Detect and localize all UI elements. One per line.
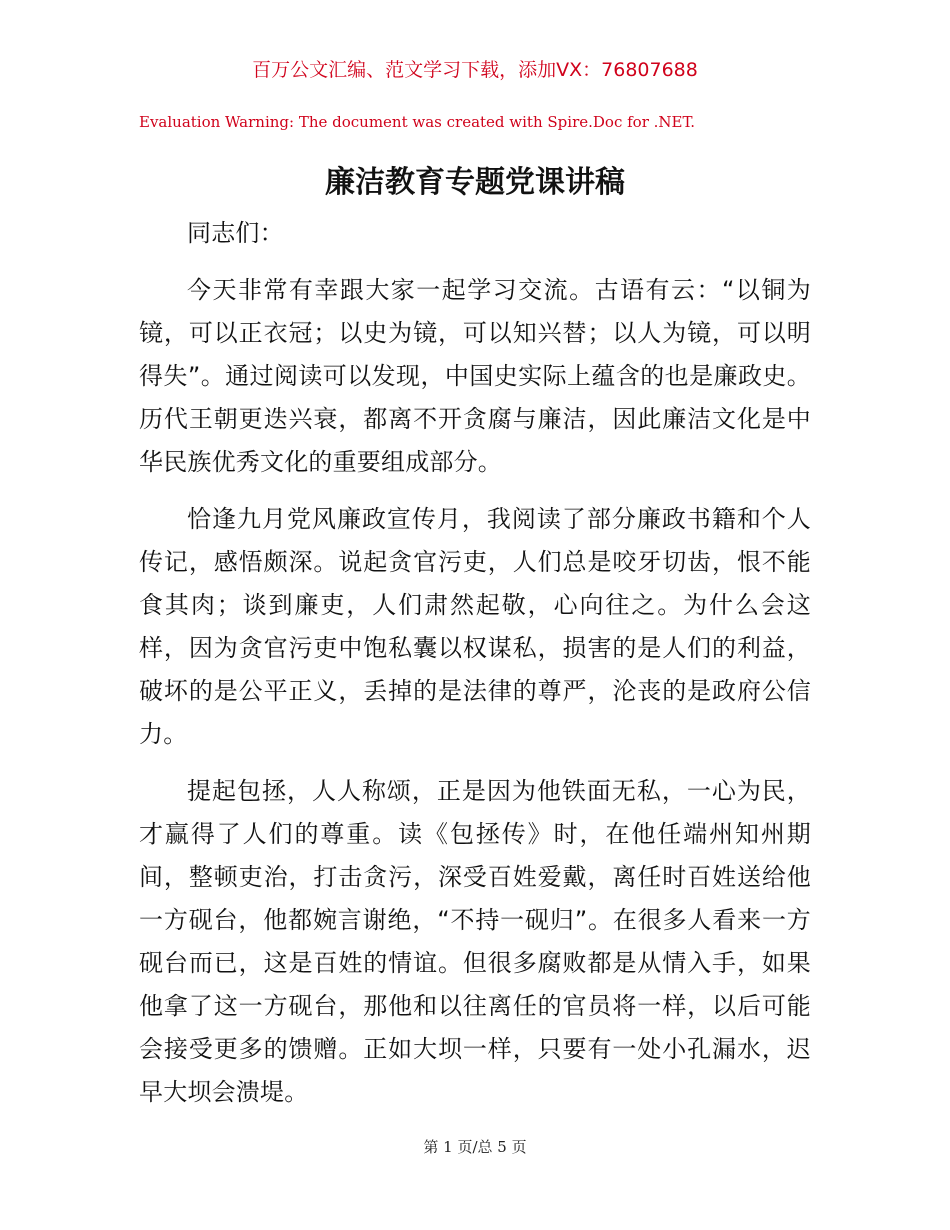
evaluation-warning: Evaluation Warning: The document was created with Spire.Doc for .NET.: [139, 113, 696, 131]
promo-header: 百万公文汇编、范文学习下载，添加VX：76807688: [252, 59, 698, 81]
document-title: 廉洁教育专题党课讲稿: [325, 165, 625, 200]
body-paragraph: 提起包拯，人人称颂，正是因为他铁面无私，一心为民，才赢得了人们的尊重。读《包拯传》时，在他任端州知州期间，整顿吏治，打击贪污，深受百姓爱戴，离任时百姓送给他一方砚台，他都婉言谢绝，“不持一砚归”。在很多人看来一方砚台而已，这是百姓的情谊。但很多腐败都是从情入手，如果他拿了这一方砚台，那他和以往离任的官员将一样，以后可能会接受更多的馈赠。正如大坝一样，只要有一处小孔漏水，迟早大坝会溃堤。: [139, 777, 811, 1106]
body-paragraph: 恰逢九月党风廉政宣传月，我阅读了部分廉政书籍和个人传记，感悟颇深。说起贪官污吏，人们总是咬牙切齿，恨不能食其肉；谈到廉吏，人们肃然起敬，心向往之。为什么会这样，因为贪官污吏中饱私囊以权谋私，损害的是人们的利益，破坏的是公平正义，丢掉的是法律的尊严，沦丧的是政府公信力。: [139, 505, 811, 748]
document-body: [139, 212, 811, 1128]
salutation-paragraph: 同志们：: [187, 219, 284, 247]
page-number: 第 1 页/总 5 页: [423, 1138, 527, 1156]
body-paragraph: 今天非常有幸跟大家一起学习交流。古语有云：“以铜为镜，可以正衣冠；以史为镜，可以知兴替；以人为镜，可以明得失”。通过阅读可以发现，中国史实际上蕴含的也是廉政史。历代王朝更迭兴衰，都离不开贪腐与廉洁，因此廉洁文化是中华民族优秀文化的重要组成部分。: [139, 276, 811, 476]
